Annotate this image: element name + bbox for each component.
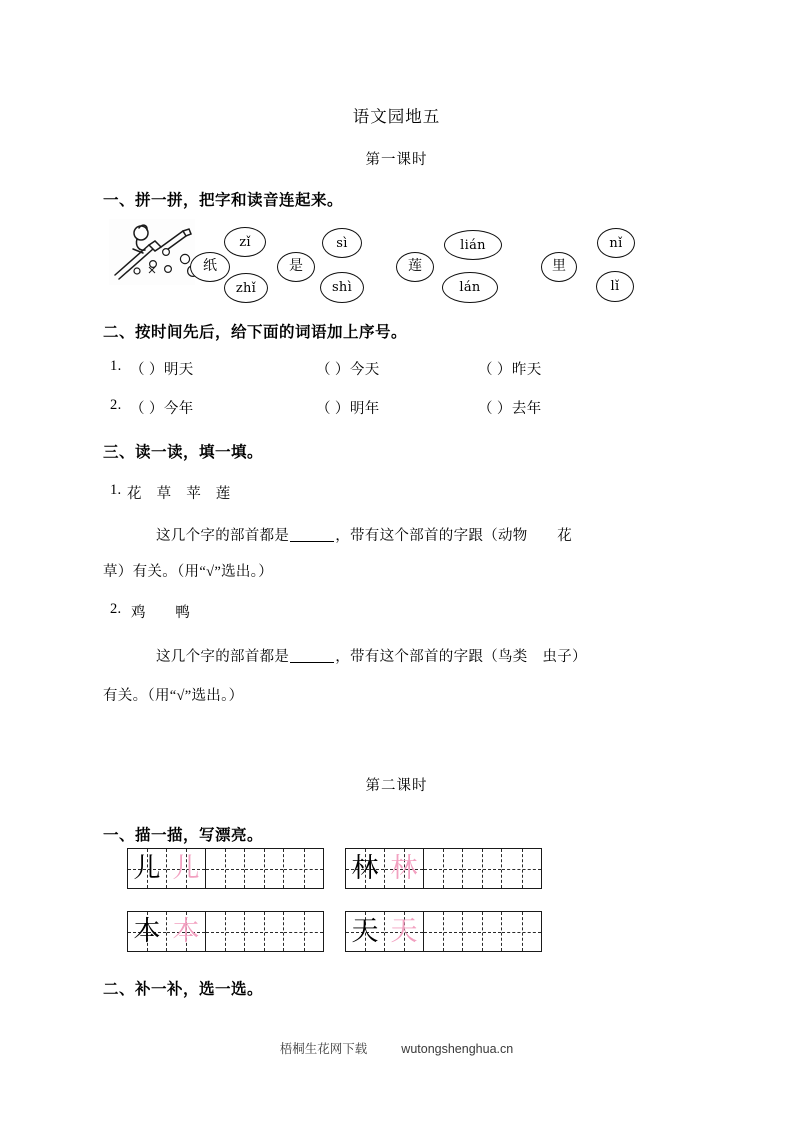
footer-site-url: wutongshenghua.cn <box>401 1042 514 1056</box>
grid-cell-empty[interactable] <box>284 849 323 888</box>
pinyin-bubble-lan[interactable]: lán <box>442 272 498 303</box>
fill-item-1-blank[interactable] <box>290 541 334 542</box>
order-row-2-item-2[interactable]: （ ）明年 <box>316 401 380 417</box>
section-heading-l1-s2: 二、按时间先后，给下面的词语加上序号。 <box>103 323 408 341</box>
grid-cell-empty[interactable] <box>502 849 541 888</box>
grid-cell-model: 林 <box>346 849 385 888</box>
character-bubble-shi[interactable]: 是 <box>277 252 315 282</box>
lesson-one-label: 第一课时 <box>365 152 428 168</box>
grid-cell-model: 儿 <box>128 849 167 888</box>
footer-site-name: 梧桐生花网下载 <box>279 1042 368 1056</box>
grid-cell-empty[interactable] <box>206 849 245 888</box>
writing-grid-lin[interactable] <box>345 848 542 889</box>
grid-cell-empty[interactable] <box>463 912 502 951</box>
pinyin-bubble-li[interactable]: lǐ <box>596 271 634 302</box>
fill-item-1-number: 1. <box>110 482 122 498</box>
pinyin-bubble-ni[interactable]: nǐ <box>597 228 635 258</box>
grid-cell-empty[interactable] <box>206 912 245 951</box>
order-row-1-item-1[interactable]: （ ）明天 <box>130 362 194 378</box>
order-row-1-number: 1. <box>110 358 122 374</box>
fill-item-1-prefix: 这几个字的部首都是 <box>156 528 290 544</box>
character-bubble-lian[interactable]: 莲 <box>396 252 434 282</box>
fill-item-2-blank[interactable] <box>290 662 334 663</box>
pinyin-bubble-zhi[interactable]: zhǐ <box>224 273 268 303</box>
grid-cell-trace[interactable]: 林 <box>385 849 424 888</box>
fill-item-1-characters: 花 草 苹 莲 <box>127 486 231 502</box>
pinyin-bubble-zi[interactable]: zǐ <box>224 227 266 257</box>
student-writing-clipart-icon <box>109 219 195 285</box>
section-heading-l2-s1: 一、描一描，写漂亮。 <box>103 826 264 844</box>
order-row-1-item-2[interactable]: （ ）今天 <box>316 362 380 378</box>
grid-cell-model: 天 <box>346 912 385 951</box>
page-title: 语文园地五 <box>352 107 441 126</box>
character-bubble-li[interactable]: 里 <box>541 252 577 282</box>
grid-cell-empty[interactable] <box>463 849 502 888</box>
pinyin-bubble-lian[interactable]: lián <box>444 230 502 260</box>
order-row-1-item-3[interactable]: （ ）昨天 <box>478 362 542 378</box>
order-row-2-item-3[interactable]: （ ）去年 <box>478 401 542 417</box>
pinyin-bubble-si[interactable]: sì <box>322 228 362 258</box>
fill-item-2-line-1 <box>156 645 587 666</box>
fill-item-2-prefix: 这几个字的部首都是 <box>156 649 290 665</box>
fill-item-2-number: 2. <box>110 601 122 617</box>
writing-grid-ben[interactable] <box>127 911 324 952</box>
section-heading-l1-s3: 三、读一读，填一填。 <box>103 443 264 461</box>
grid-cell-trace[interactable]: 本 <box>167 912 206 951</box>
character-bubble-zhi[interactable]: 纸 <box>190 252 230 282</box>
grid-cell-model: 本 <box>128 912 167 951</box>
section-heading-l1-s1: 一、拼一拼，把字和读音连起来。 <box>103 191 344 209</box>
fill-item-1-suffix: ，带有这个部首的字跟（动物 花 <box>335 528 573 544</box>
writing-grid-tian[interactable] <box>345 911 542 952</box>
grid-cell-empty[interactable] <box>245 849 284 888</box>
grid-cell-empty[interactable] <box>245 912 284 951</box>
writing-grid-er[interactable] <box>127 848 324 889</box>
grid-cell-trace[interactable]: 儿 <box>167 849 206 888</box>
fill-item-2-characters: 鸡 鸭 <box>131 605 191 621</box>
footer <box>0 1039 793 1057</box>
grid-cell-empty[interactable] <box>502 912 541 951</box>
grid-cell-empty[interactable] <box>284 912 323 951</box>
pinyin-bubble-shi[interactable]: shì <box>320 272 364 303</box>
fill-item-2-line-2: 有关。（用“√”选出。） <box>103 688 244 704</box>
grid-cell-trace[interactable]: 天 <box>385 912 424 951</box>
order-row-2-item-1[interactable]: （ ）今年 <box>130 401 194 417</box>
grid-cell-empty[interactable] <box>424 849 463 888</box>
section-heading-l2-s2: 二、补一补，选一选。 <box>103 980 264 998</box>
lesson-two-label: 第二课时 <box>365 778 428 794</box>
fill-item-1-line-2: 草）有关。（用“√”选出。） <box>103 564 274 580</box>
fill-item-2-suffix: ，带有这个部首的字跟（鸟类 虫子） <box>335 649 587 665</box>
order-row-2-number: 2. <box>110 397 122 413</box>
grid-cell-empty[interactable] <box>424 912 463 951</box>
fill-item-1-line-1 <box>156 524 572 545</box>
